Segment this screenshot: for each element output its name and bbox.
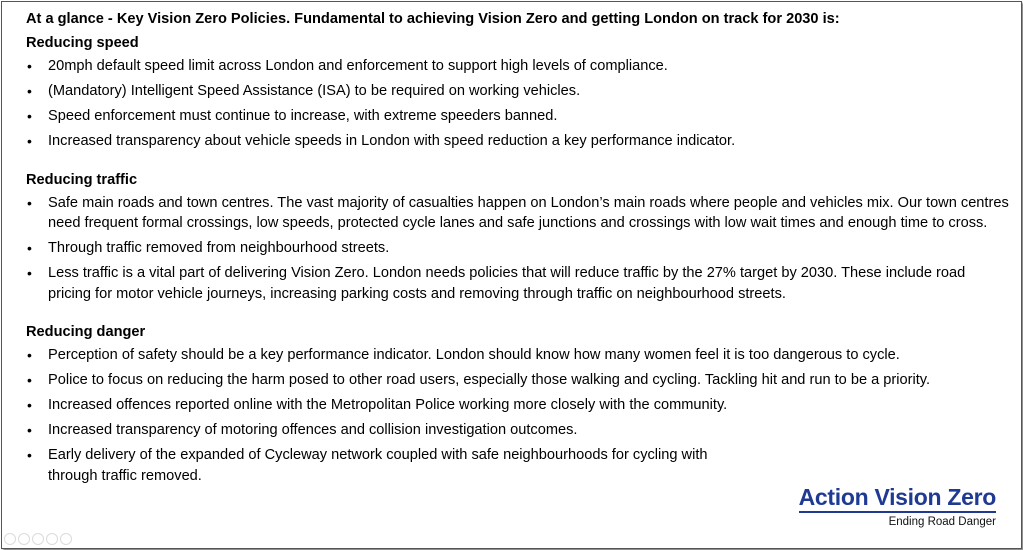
logo-title: Action Vision Zero	[799, 484, 996, 513]
section-heading: Reducing traffic	[26, 171, 138, 188]
list-item: • Increased offences reported online with the Metropolitan Police working more closely with the community.	[26, 395, 1009, 416]
page-title: At a glance - Key Vision Zero Policies. Fundamental to achieving Vision Zero and getting London on track for 2030 is:	[26, 11, 840, 27]
circle-icon	[4, 533, 16, 545]
list-item: • Increased transparency about vehicle speeds in London with speed reduction a key performance indicator.	[26, 131, 1009, 152]
policy-content	[26, 9, 1009, 504]
section-reducing-danger	[26, 322, 1009, 486]
section-heading: Reducing speed	[26, 35, 139, 51]
section-reducing-speed	[26, 33, 1009, 152]
list-item: • Through traffic removed from neighbourhood streets.	[26, 238, 1009, 259]
list-item: • 20mph default speed limit across London and enforcement to support high levels of compliance.	[26, 56, 1009, 77]
action-vision-zero-logo	[799, 484, 996, 530]
list-item: • (Mandatory) Intelligent Speed Assistance (ISA) to be required on working vehicles.	[26, 81, 1009, 102]
corner-watermark-icons	[4, 533, 72, 545]
section-reducing-traffic	[26, 170, 1009, 305]
list-item: • Speed enforcement must continue to increase, with extreme speeders banned.	[26, 106, 1009, 127]
list-item: • Less traffic is a vital part of delivering Vision Zero. London needs policies that will reduce traffic by the 27% target by 2030. These include road pricing for motor vehicle journeys, increasing parking costs and removing through traffic on neighbourhood streets.	[26, 263, 1009, 304]
bullet-list	[26, 56, 1009, 152]
circle-icon	[18, 533, 30, 545]
logo-tagline: Ending Road Danger	[888, 516, 996, 528]
list-item: • Perception of safety should be a key performance indicator. London should know how many women feel it is too dangerous to cycle.	[26, 345, 1009, 366]
list-item: • Safe main roads and town centres. The vast majority of casualties happen on London’s main roads where people and vehicles mix. Our town centres need frequent formal crossings, low speeds, protected cycle lanes and safe junctions and crossings with low wait times and enough time to cross.	[26, 193, 1009, 234]
policy-panel	[1, 1, 1022, 549]
list-item: • Early delivery of the expanded of Cycleway network coupled with safe neighbourhoods for cycling with through traffic removed.	[26, 445, 748, 486]
circle-icon	[60, 533, 72, 545]
circle-icon	[32, 533, 44, 545]
bullet-list	[26, 193, 1009, 305]
list-item: • Police to focus on reducing the harm posed to other road users, especially those walking and cycling. Tackling hit and run to be a priority.	[26, 370, 1009, 391]
circle-icon	[46, 533, 58, 545]
section-heading: Reducing danger	[26, 324, 146, 340]
list-item: • Increased transparency of motoring offences and collision investigation outcomes.	[26, 420, 1009, 441]
bullet-list	[26, 345, 1009, 486]
